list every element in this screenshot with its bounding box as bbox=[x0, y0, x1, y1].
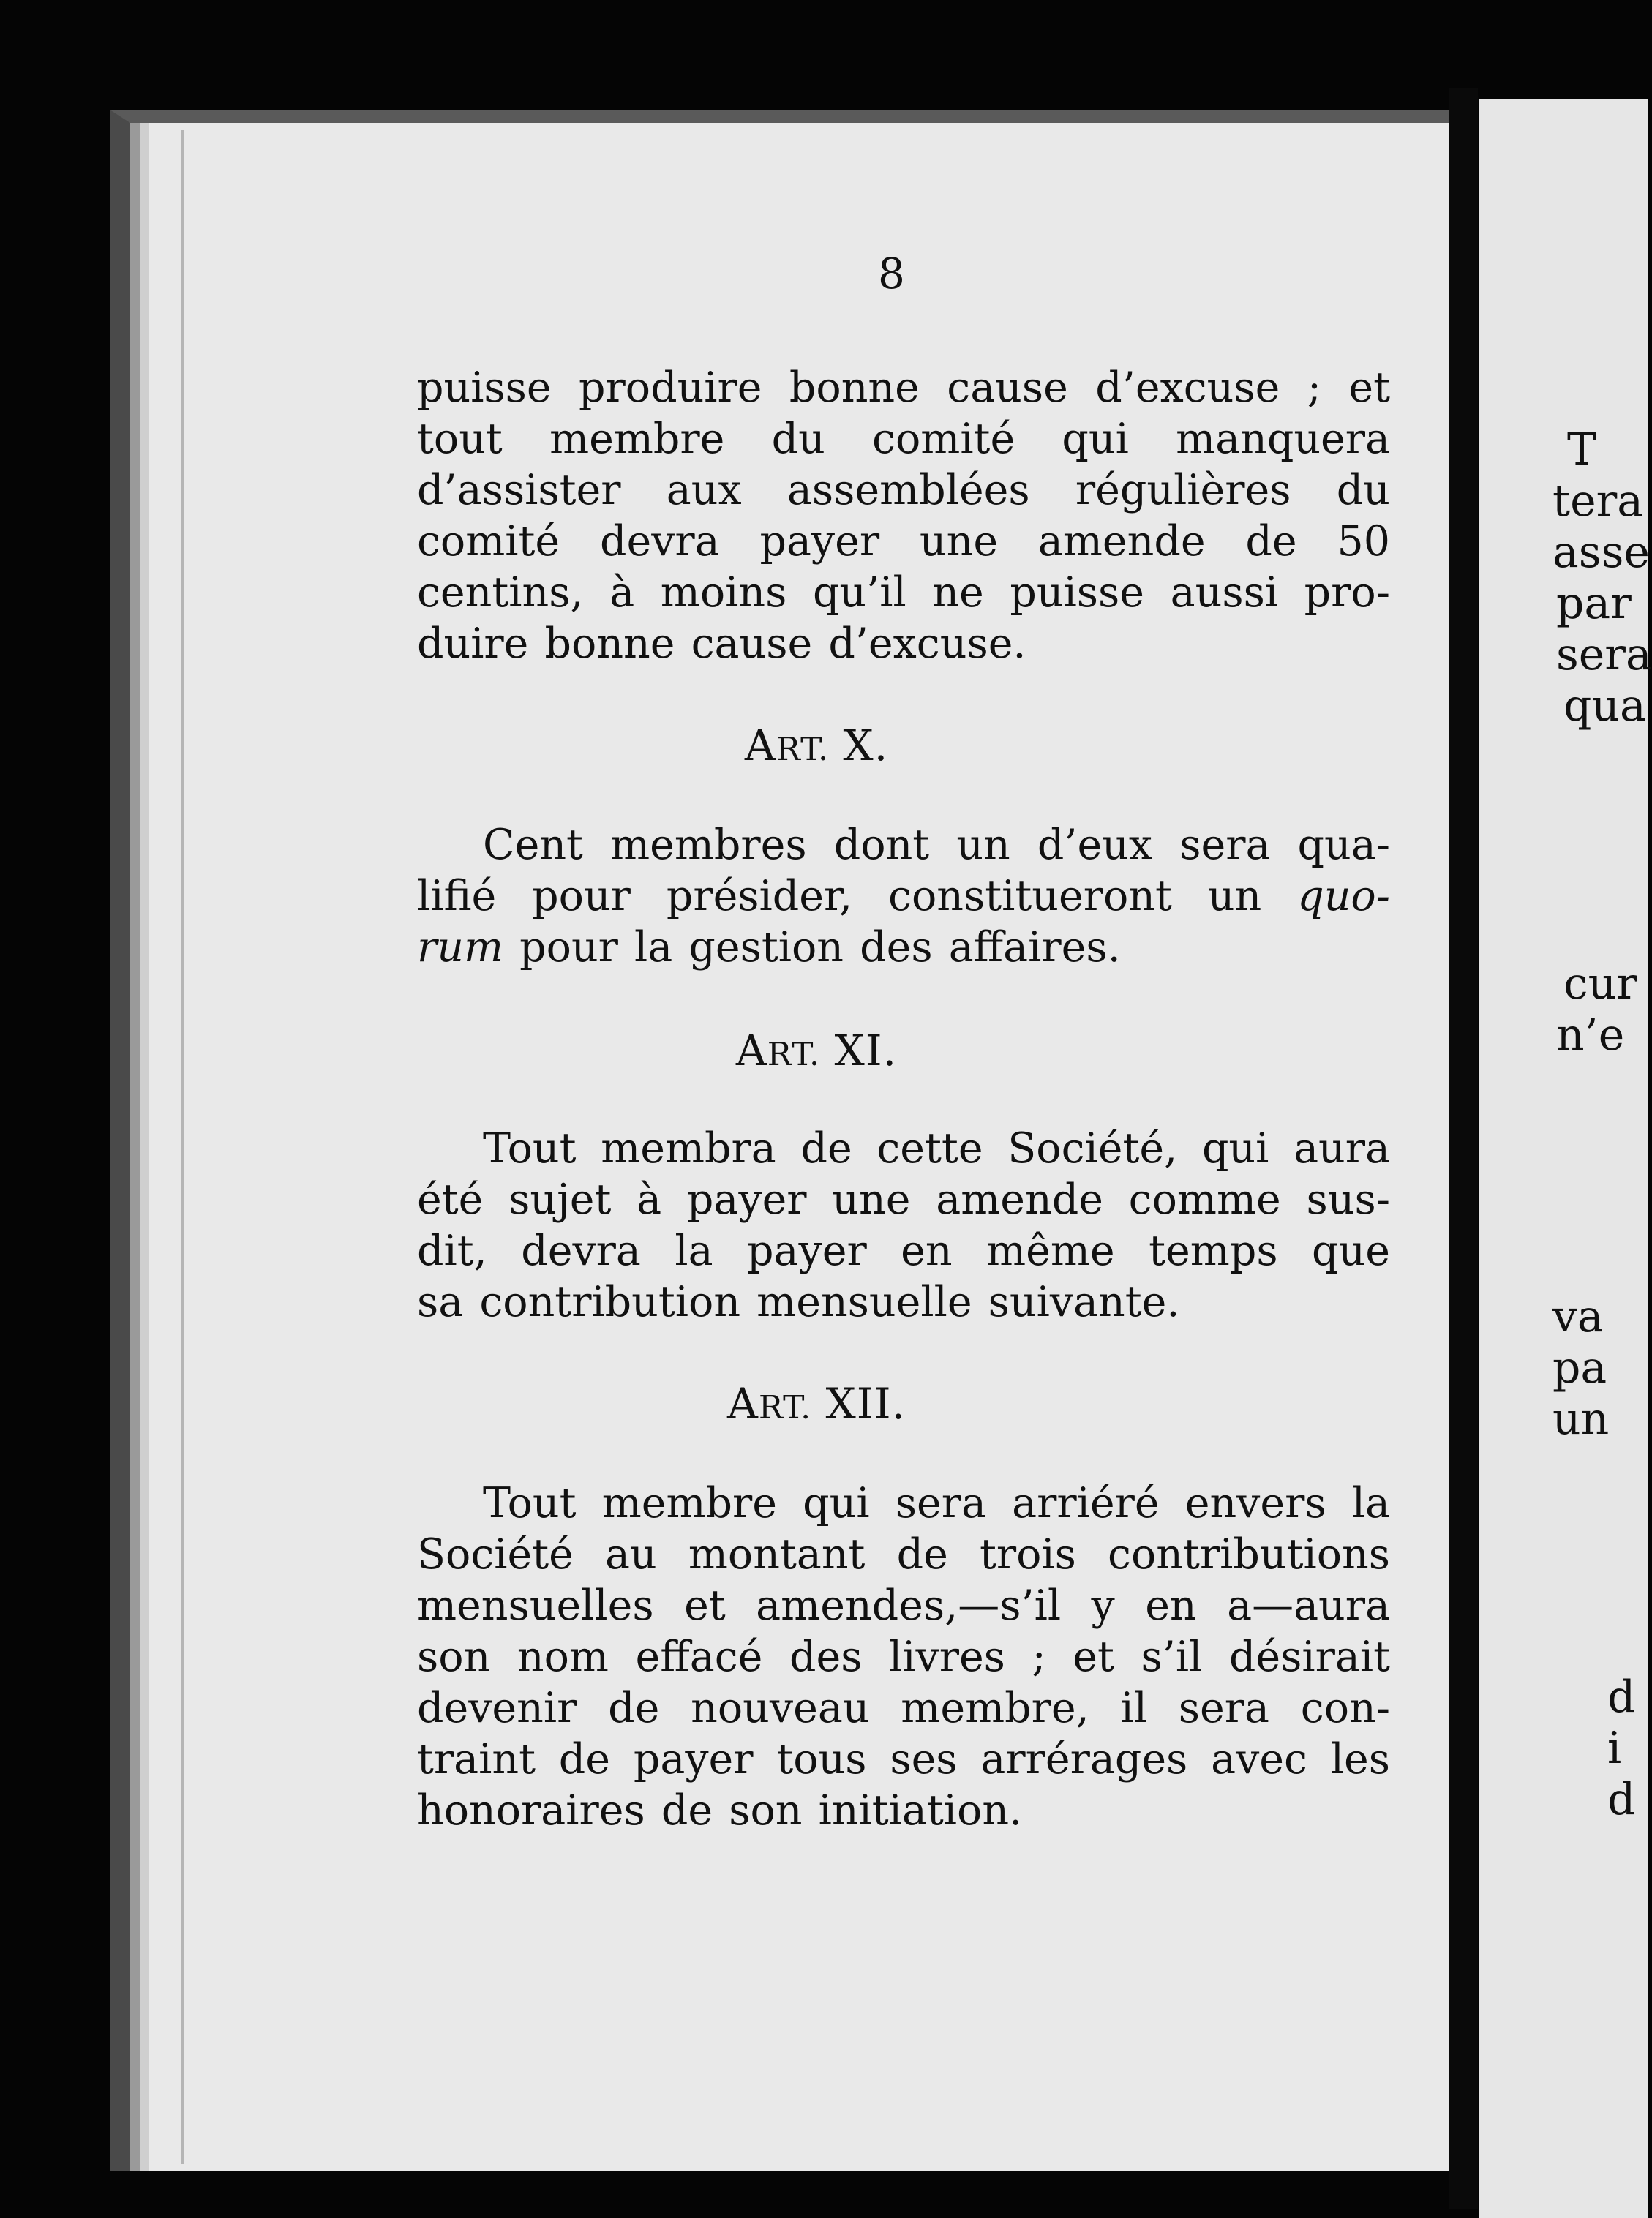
heading-smallcaps: RT. bbox=[767, 1036, 821, 1073]
italic-word: rum bbox=[417, 923, 504, 971]
text-line: son nom effacé des livres ; et s’il désirait bbox=[417, 1633, 1390, 1681]
right-fragment: cur bbox=[1563, 958, 1637, 1010]
text-line: d’assister aux assemblées régulières du bbox=[417, 466, 1390, 514]
text-line: puisse produire bonne cause d’excuse ; et bbox=[417, 364, 1390, 412]
heading-initial: A bbox=[744, 721, 776, 770]
text-line bbox=[417, 871, 1390, 922]
right-fragment: tera bbox=[1552, 475, 1644, 527]
text-line: Tout membre qui sera arriéré envers la bbox=[483, 1479, 1390, 1527]
text-line: mensuelles et amendes,—s’il y en a—aura bbox=[417, 1582, 1390, 1630]
italic-word: quo- bbox=[1297, 872, 1390, 920]
text-span: lifié pour présider, constitueront un bbox=[417, 872, 1262, 920]
article-xii-body bbox=[417, 1478, 1390, 1836]
right-fragment: d bbox=[1607, 1774, 1636, 1825]
heading-smallcaps: RT. bbox=[776, 731, 829, 768]
right-fragment: n’e bbox=[1556, 1010, 1625, 1061]
text-line: Société au montant de trois contributions bbox=[417, 1530, 1390, 1579]
heading-smallcaps: RT. bbox=[758, 1389, 812, 1426]
right-fragment: par bbox=[1556, 578, 1632, 629]
right-fragment: d bbox=[1607, 1672, 1636, 1723]
text-line: traint de payer tous ses arrérages avec les bbox=[417, 1735, 1390, 1783]
right-fragment: asse bbox=[1552, 527, 1650, 578]
right-fragment: va bbox=[1552, 1291, 1604, 1342]
heading-initial: A bbox=[726, 1379, 759, 1429]
right-fragment: T bbox=[1567, 424, 1597, 475]
right-fragment: i bbox=[1607, 1723, 1622, 1774]
heading-numeral: XI. bbox=[834, 1026, 898, 1075]
right-fragment: pa bbox=[1552, 1342, 1607, 1394]
text-line: sa contribution mensuelle suivante. bbox=[417, 1278, 1180, 1326]
text-line: dit, devra la payer en même temps que bbox=[417, 1227, 1390, 1275]
text-line: été sujet à payer une amende comme sus- bbox=[417, 1176, 1390, 1224]
text-line: centins, à moins qu’il ne puisse aussi pro- bbox=[417, 568, 1390, 617]
text-line: Cent membres dont un d’eux sera qua- bbox=[483, 821, 1390, 869]
text-line: tout membre du comité qui manquera bbox=[417, 415, 1390, 463]
heading-initial: A bbox=[735, 1026, 767, 1075]
right-page bbox=[1479, 99, 1652, 2218]
article-x-heading bbox=[0, 721, 1633, 770]
text-line: Tout membra de cette Société, qui aura bbox=[483, 1124, 1390, 1173]
right-fragment: sera bbox=[1556, 629, 1652, 680]
text-line bbox=[417, 922, 1390, 973]
text-line: honoraires de son initiation. bbox=[417, 1786, 1023, 1835]
text-line: comité devra payer une amende de 50 bbox=[417, 517, 1390, 565]
page-edge-rule bbox=[181, 130, 184, 2164]
right-fragment: un bbox=[1552, 1394, 1610, 1445]
paragraph-continuation bbox=[417, 362, 1390, 669]
article-x-body bbox=[417, 819, 1390, 973]
text-line: devenir de nouveau membre, il sera con- bbox=[417, 1684, 1390, 1732]
text-line: duire bonne cause d’excuse. bbox=[417, 620, 1026, 668]
article-xi-heading bbox=[0, 1026, 1633, 1075]
page-number: 8 bbox=[878, 249, 905, 298]
article-xi-body bbox=[417, 1123, 1390, 1328]
heading-numeral: X. bbox=[843, 721, 889, 770]
right-fragment: qua bbox=[1563, 680, 1646, 732]
heading-numeral: XII. bbox=[825, 1379, 906, 1429]
article-xii-heading bbox=[0, 1379, 1633, 1429]
text-span: pour la gestion des affaires. bbox=[519, 923, 1121, 971]
book-gutter bbox=[1449, 88, 1478, 2209]
